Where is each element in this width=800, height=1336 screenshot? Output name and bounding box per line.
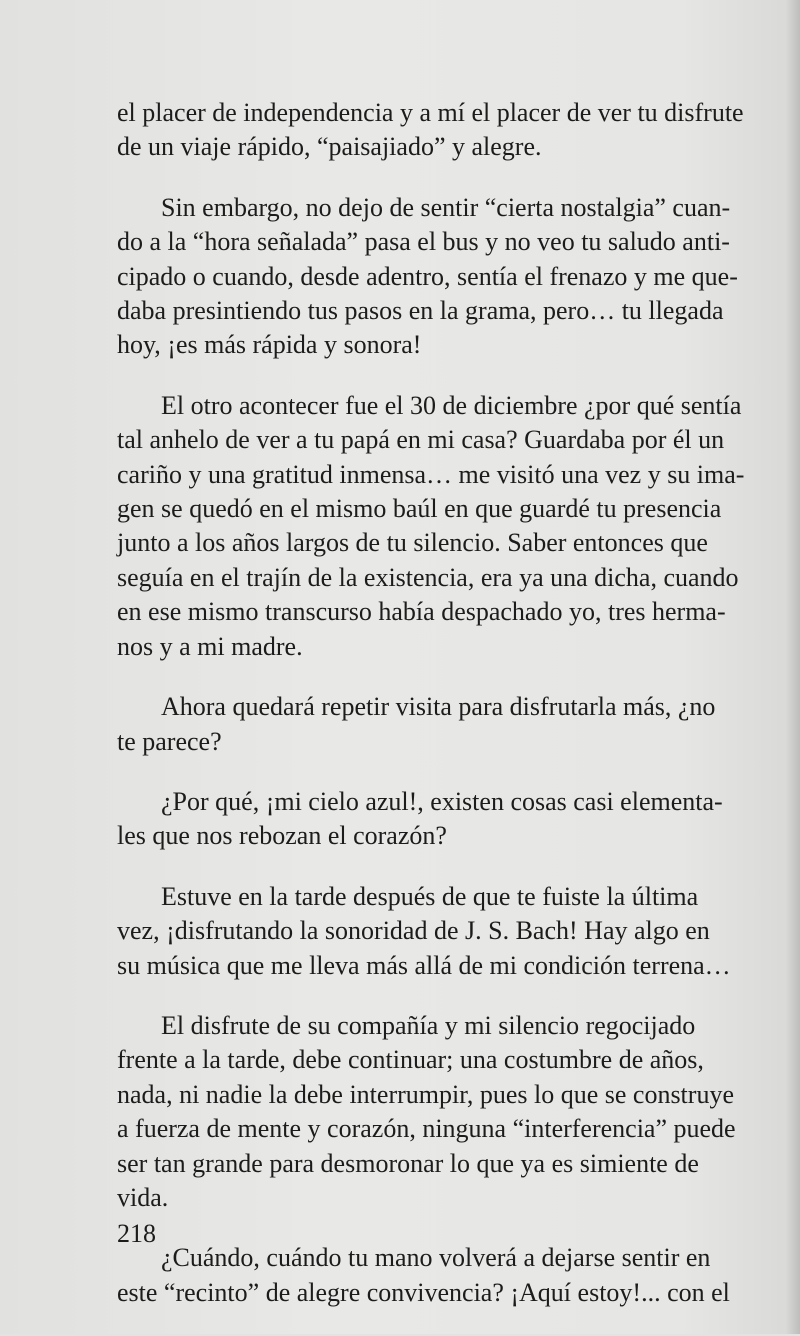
page-body-text [117,96,765,1336]
paragraph: El otro acontecer fue el 30 de diciembre ¿por qué sentía tal anhelo de ver a tu papá en mi casa? Guardaba por él un cariño y una gratitud inmensa… me visitó una vez y su ima- gen se quedó en el mismo baúl en que guardé tu presencia junto a los años largos de tu silencio. Saber entonces que seguía en el trajín de la existencia, era ya una dicha, cuando en ese mismo transcurso había despachado yo, tres herma- nos y a mi madre. [117,390,745,661]
paragraph: ¿Cuándo, cuándo tu mano volverá a dejarse sentir en este “recinto” de alegre convivencia? ¡Aquí estoy!... con el [117,1243,730,1307]
paragraph: Sin embargo, no dejo de sentir “cierta nostalgia” cuan- do a la “hora señalada” pasa el bus y no veo tu saludo anti- cipado o cuando, desde adentro, sentía el frenazo y me que- daba presintiendo tus pasos en la grama, pero… tu llegada hoy, ¡es más rápida y sonora! [117,192,738,360]
page-number: 218 [117,1219,156,1248]
page-edge-shadow [786,0,800,1334]
paragraph: ¿Por qué, ¡mi cielo azul!, existen cosas casi elementa- les que nos rebozan el corazón? [117,786,723,851]
paragraph-continuation: el placer de independencia y a mí el placer de ver tu disfrute de un viaje rápido, “paisajiado” y alegre. [117,98,744,162]
paragraph: Estuve en la tarde después de que te fuiste la última vez, ¡disfrutando la sonoridad de J. S. Bach! Hay algo en su música que me lleva más allá de mi condición terrena… [117,881,731,980]
paragraph: Ahora quedará repetir visita para disfrutarla más, ¿no te parece? [117,692,716,756]
paragraph: El disfrute de su compañía y mi silencio regocijado frente a la tarde, debe continuar; una costumbre de años, nada, ni nadie la debe interrumpir, pues lo que se construye a fuerza de mente y corazón, ninguna “interferencia” puede ser tan grande para desmoronar lo que ya es simiente de vida. [117,1010,736,1212]
